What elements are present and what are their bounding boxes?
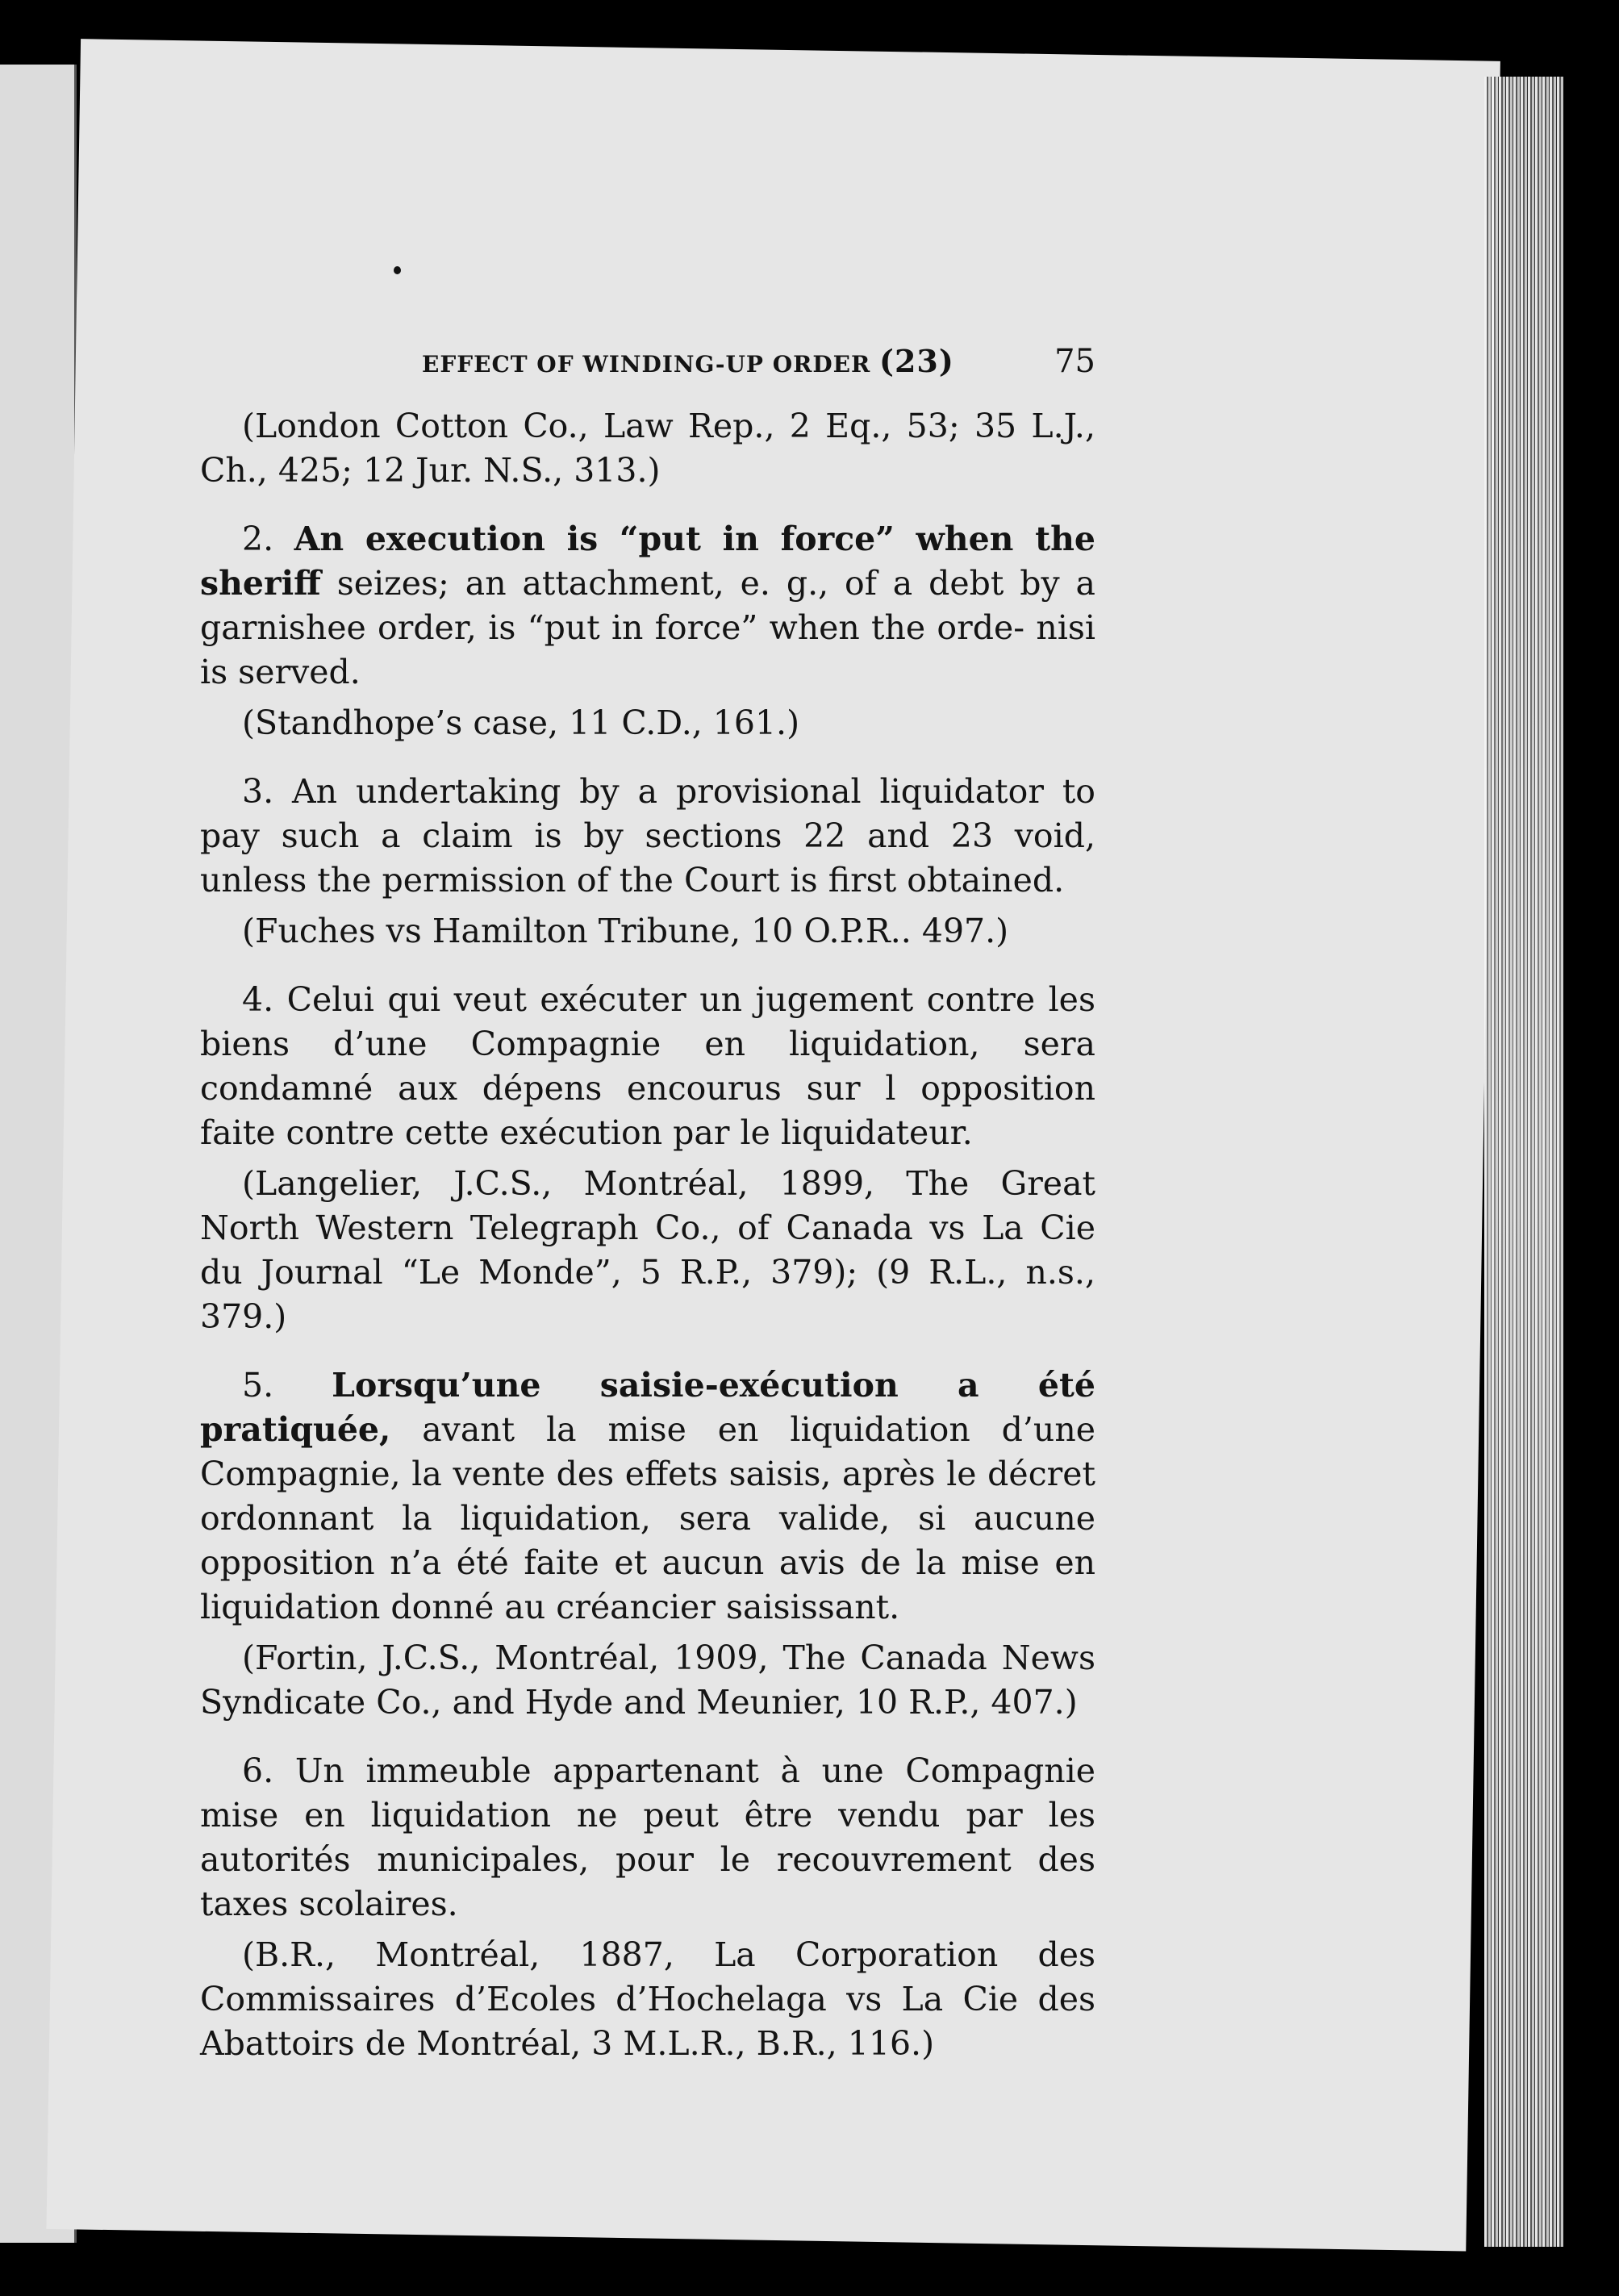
running-head-title: EFFECT OF WINDING-UP ORDER: [422, 351, 871, 378]
citation-1: (London Cotton Co., Law Rep., 2 Eq., 53; 35 L.J., Ch., 425; 12 Jur. N.S., 313.): [200, 407, 1095, 490]
paragraph-number: 3.: [242, 772, 274, 811]
running-head: [422, 339, 954, 386]
paragraph-number: 6.: [242, 1751, 274, 1790]
citation-5: (Fortin, J.C.S., Montréal, 1909, The Canada News Syndicate Co., and Hyde and Meunier, 10 R.P., 407.): [200, 1639, 1095, 1722]
paragraph-number: 2.: [242, 520, 274, 558]
ink-speck: [394, 266, 401, 274]
paragraph-3: [200, 770, 1095, 903]
paragraph-number: 5.: [242, 1366, 274, 1405]
paragraph-lead: Lorsqu’une saisie-exécution a été pratiquée,: [200, 1366, 1095, 1449]
section-ref: (23): [879, 343, 954, 379]
citation-2: (Standhope’s case, 11 C.D., 161.): [242, 703, 800, 742]
paragraph-2: [200, 517, 1095, 695]
paragraph-4: [200, 978, 1095, 1155]
paragraph-6: [200, 1749, 1095, 1927]
citation-4: (Langelier, J.C.S., Montréal, 1899, The Great North Western Telegraph Co., of Canada vs La Cie du Journal “Le Monde”, 5 R.P., 379); (9 R.L., n.s., 379.): [200, 1164, 1095, 1336]
paragraph-body: avant la mise en liquidation d’une Compagnie, la vente des effets saisis, après le décret ordonnant la liquidation, sera valide, si aucune opposition n’a été faite et aucun avis de la mise en liquidation donné au créancier saisissant.: [200, 1410, 1095, 1626]
page-text: [200, 339, 1095, 2090]
paragraph-5: [200, 1363, 1095, 1630]
citation-3: (Fuches vs Hamilton Tribune, 10 O.P.R.. 497.): [242, 912, 1009, 950]
citation-6: (B.R., Montréal, 1887, La Corporation des Commissaires d’Ecoles d’Hochelaga vs La Cie des Abattoirs de Montréal, 3 M.L.R., B.R., 116.): [200, 1935, 1095, 2063]
page-header: [422, 339, 1095, 386]
paragraph-body: An undertaking by a provisional liquidator to pay such a claim is by sections 22 and 23 void, unless the permission of the Court is first obtained.: [200, 772, 1095, 900]
paragraph-body: Celui qui veut exécuter un jugement contre les biens d’une Compagnie en liquidation, sera condamné aux dépens encourus sur l opposition faite contre cette exécution par le liquidateur.: [200, 980, 1095, 1152]
page-block-edges: [1484, 77, 1563, 2247]
paragraph-body: Un immeuble appartenant à une Compagnie mise en liquidation ne peut être vendu par les autorités municipales, pour le recouvrement des taxes scolaires.: [200, 1751, 1095, 1923]
page-number: 75: [1054, 343, 1095, 380]
paragraph-lead: An execution is “put in force” when the sheriff: [200, 520, 1095, 603]
paragraph-body: seizes; an attachment, e. g., of a debt by a garnishee order, is “put in force” when the orde- nisi is served.: [200, 564, 1095, 691]
paragraph-number: 4.: [242, 980, 274, 1019]
